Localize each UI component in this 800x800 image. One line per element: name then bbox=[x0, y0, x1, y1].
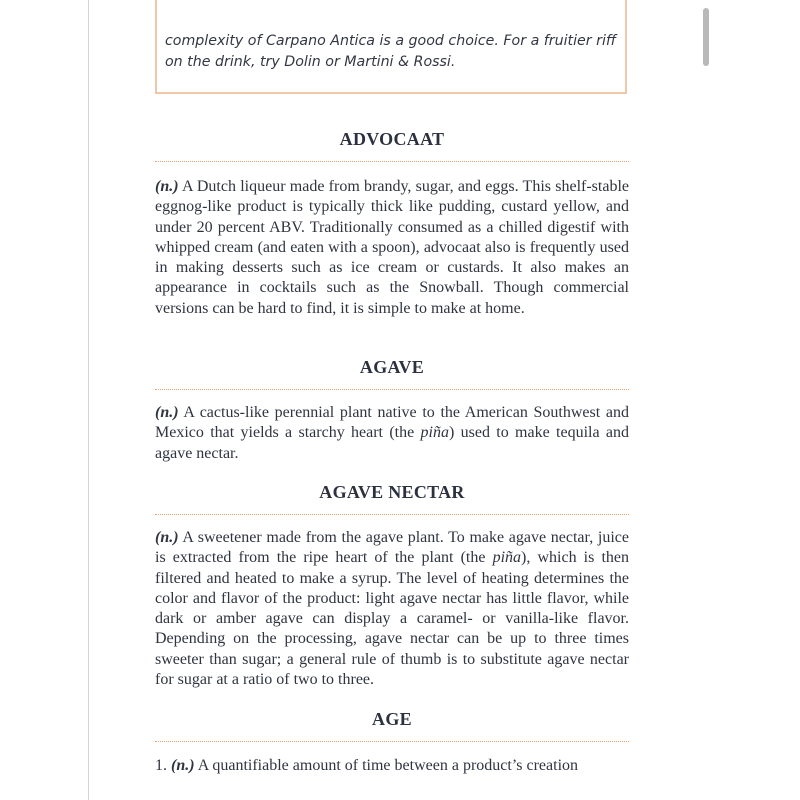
entry-divider bbox=[155, 389, 629, 390]
book-page bbox=[88, 0, 714, 800]
definition-text: A Dutch liqueur made from brandy, sugar, and eggs. This shelf-stable eggnog-like product is typically thick like pudding, custard yellow, and under 20 percent ABV. Traditionally consumed as a chilled digestif with whipped cream (and eaten with a spoon), advocaat also is frequently used in making desserts such as ice cream or custards. It also makes an appearance in cocktails such as the Snowball. Though commercial versions can be hard to find, it is simple to make at home. bbox=[155, 178, 629, 317]
entry-title-advocaat: ADVOCAAT bbox=[339, 129, 445, 149]
callout-box bbox=[155, 0, 627, 94]
definition-text: ), which is then filtered and heated to make a syrup. The level of heating determines the color and flavor of the product: light agave nectar has little flavor, while dark or amber agave can display a caramel- or vanilla-like flavor. Depending on the processing, agave nectar can be up to three times sweeter than sugar; a general rule of thumb is to substitute agave nectar for sugar at a ratio of two to three. bbox=[155, 549, 630, 689]
term-italic: piña bbox=[492, 549, 522, 567]
part-of-speech: (n.) bbox=[155, 529, 179, 546]
entry-title-agave: AGAVE bbox=[359, 357, 425, 377]
entry-definition-agave-nectar bbox=[155, 528, 629, 690]
entry-title-agave-nectar: AGAVE NECTAR bbox=[319, 482, 465, 502]
entry-divider bbox=[155, 161, 629, 162]
scrollbar-thumb[interactable] bbox=[703, 8, 709, 66]
entry-definition-agave bbox=[155, 403, 629, 464]
entry-definition-advocaat bbox=[155, 177, 629, 319]
definition-text: ) used to make tequila and agave nectar. bbox=[155, 424, 630, 462]
part-of-speech: (n.) bbox=[155, 404, 179, 421]
part-of-speech: (n.) bbox=[155, 178, 179, 195]
entry-divider bbox=[155, 514, 629, 515]
callout-text: complexity of Carpano Antica is a good choice. For a fruitier riff on the drink, try Dolin or Martini & Rossi. bbox=[165, 33, 617, 70]
entry-definition-age bbox=[155, 756, 629, 776]
definition-text: A cactus-like perennial plant native to the American Southwest and Mexico that yields a starchy heart (the bbox=[155, 404, 629, 442]
entry-divider bbox=[155, 741, 629, 742]
definition-text: A quantifiable amount of time between a product’s creation bbox=[197, 757, 579, 774]
scrollbar-track[interactable] bbox=[712, 0, 800, 800]
part-of-speech: (n.) bbox=[171, 757, 195, 774]
term-italic: piña bbox=[420, 424, 449, 442]
sense-number: 1. bbox=[155, 757, 167, 774]
entry-title-age: AGE bbox=[372, 709, 412, 729]
definition-text: A sweetener made from the agave plant. To make agave nectar, juice is extracted from the ripe heart of the plant (the bbox=[155, 529, 630, 567]
